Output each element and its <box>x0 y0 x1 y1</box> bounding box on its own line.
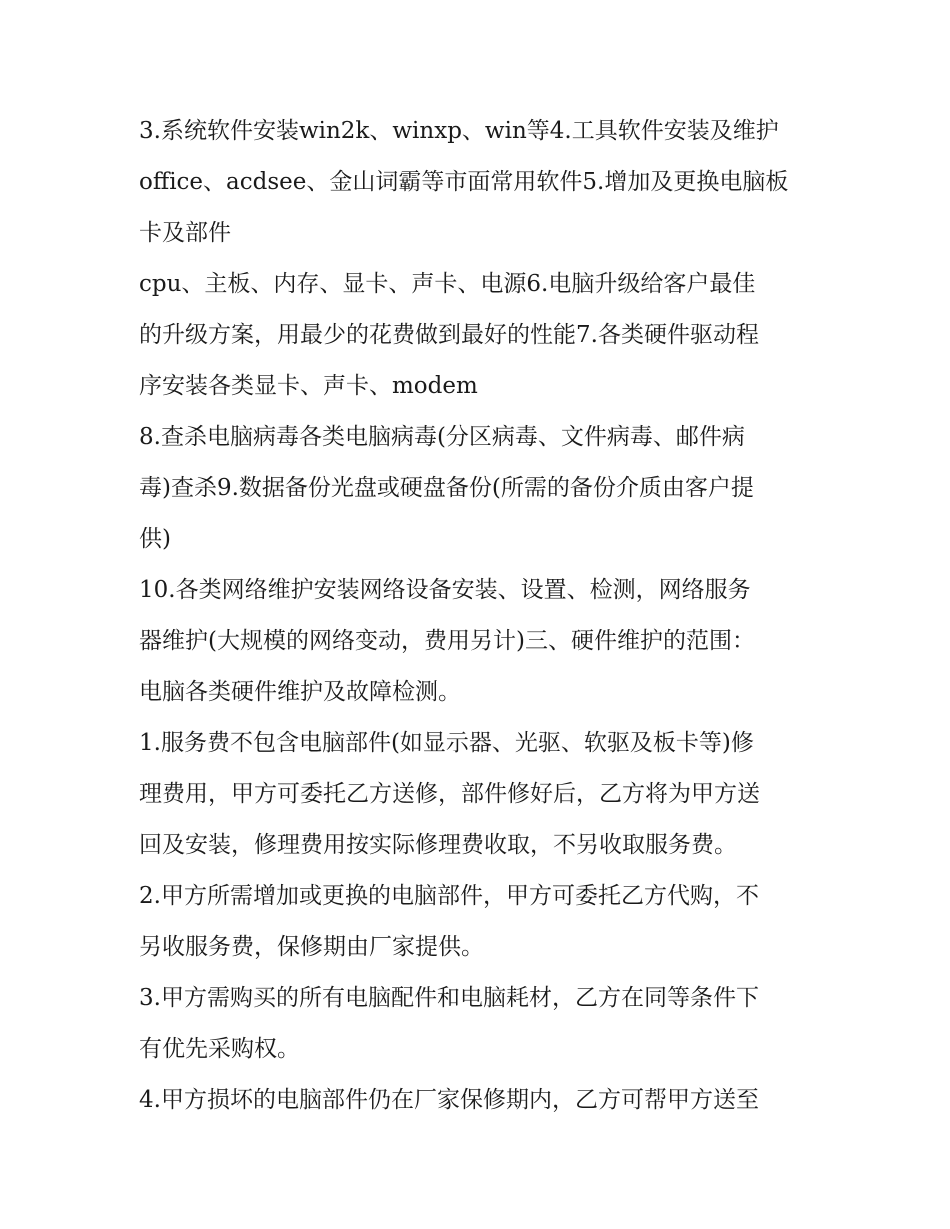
text-line: 另收服务费，保修期由厂家提供。 <box>139 934 484 960</box>
text-line: 理费用，甲方可委托乙方送修，部件修好后，乙方将为甲方送 <box>139 781 760 807</box>
document-body <box>139 106 829 1126</box>
text-line: 2.甲方所需增加或更换的电脑部件，甲方可委托乙方代购，不 <box>139 883 759 909</box>
text-line: 1.服务费不包含电脑部件(如显示器、光驱、软驱及板卡等)修 <box>139 730 754 756</box>
text-line: 毒)查杀9.数据备份光盘或硬盘备份(所需的备份介质由客户提 <box>139 475 754 501</box>
text-line: 回及安装，修理费用按实际修理费收取，不另收取服务费。 <box>139 832 737 858</box>
text-line: 的升级方案，用最少的花费做到最好的性能7.各类硬件驱动程 <box>139 322 759 348</box>
text-line: 卡及部件 <box>139 220 231 246</box>
text-line: 4.甲方损坏的电脑部件仍在厂家保修期内，乙方可帮甲方送至 <box>139 1087 759 1113</box>
text-line: 有优先采购权。 <box>139 1036 300 1062</box>
text-line: 序安装各类显卡、声卡、modem <box>139 373 478 399</box>
text-line: 电脑各类硬件维护及故障检测。 <box>139 679 461 705</box>
text-line: 3.系统软件安装win2k、winxp、win等4.工具软件安装及维护 <box>139 118 779 144</box>
text-line: cpu、主板、内存、显卡、声卡、电源6.电脑升级给客户最佳 <box>139 271 756 297</box>
text-line: 器维护(大规模的网络变动，费用另计)三、硬件维护的范围： <box>139 628 755 654</box>
text-line: 供) <box>139 526 171 552</box>
text-line: 3.甲方需购买的所有电脑配件和电脑耗材，乙方在同等条件下 <box>139 985 759 1011</box>
text-line: office、acdsee、金山词霸等市面常用软件5.增加及更换电脑板 <box>139 169 789 195</box>
text-line: 10.各类网络维护安装网络设备安装、设置、检测，网络服务 <box>139 577 751 603</box>
text-line: 8.查杀电脑病毒各类电脑病毒(分区病毒、文件病毒、邮件病 <box>139 424 745 450</box>
